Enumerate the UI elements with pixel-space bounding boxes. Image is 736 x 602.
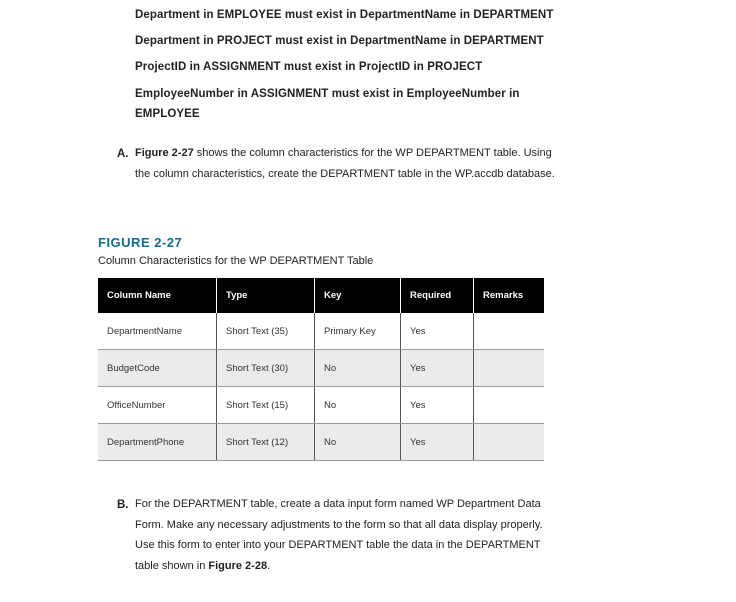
column-header: Type: [217, 278, 315, 313]
figure-label: FIGURE 2-27: [98, 235, 183, 250]
constraint-text: EmployeeNumber in ASSIGNMENT must exist in EmployeeNumber in EMPLOYEE: [135, 88, 520, 120]
table-row: [98, 313, 544, 350]
step-a-letter: A.: [117, 148, 129, 160]
table-row: [98, 350, 544, 387]
table-cell: Yes: [401, 350, 474, 387]
table-cell: DepartmentName: [98, 313, 217, 350]
column-header: Required: [401, 278, 474, 313]
column-header: Column Name: [98, 278, 217, 313]
table-cell: [474, 424, 545, 461]
step-a-body: shows the column characteristics for the WP DEPARTMENT table. Using the column characteristics, create the DEPARTMENT table in the WP.accdb database.: [135, 147, 555, 180]
step-b-body: For the DEPARTMENT table, create a data input form named WP Department Data Form. Make any necessary adjustments to the form so that all data display properly. Use this form to enter into your DEPARTMENT table the data in the DEPARTMENT table shown in: [135, 498, 543, 572]
constraint-text: ProjectID in ASSIGNMENT must exist in ProjectID in PROJECT: [135, 61, 483, 73]
table-cell: No: [315, 350, 401, 387]
figure-reference: Figure 2-28: [208, 559, 268, 572]
column-characteristics-table: [98, 278, 544, 461]
figure-caption: Column Characteristics for the WP DEPARTMENT Table: [98, 255, 374, 267]
column-header: Key: [315, 278, 401, 313]
step-a-text: [135, 143, 565, 184]
step-b-end: .: [267, 559, 271, 572]
table-cell: Primary Key: [315, 313, 401, 350]
column-header: Remarks: [474, 278, 545, 313]
table-cell: [474, 313, 545, 350]
table-cell: DepartmentPhone: [98, 424, 217, 461]
step-b-letter: B.: [117, 499, 129, 511]
table-cell: Short Text (35): [217, 313, 315, 350]
table-cell: No: [315, 387, 401, 424]
table-cell: Yes: [401, 424, 474, 461]
table-row: [98, 424, 544, 461]
constraint-text: Department in EMPLOYEE must exist in DepartmentName in DEPARTMENT: [135, 9, 554, 21]
table-cell: Short Text (30): [217, 350, 315, 387]
table-header-row: [98, 278, 544, 313]
constraint-text: Department in PROJECT must exist in DepartmentName in DEPARTMENT: [135, 35, 544, 47]
table-cell: No: [315, 424, 401, 461]
table-cell: Short Text (12): [217, 424, 315, 461]
table-cell: Yes: [401, 387, 474, 424]
table-cell: Yes: [401, 313, 474, 350]
table-cell: BudgetCode: [98, 350, 217, 387]
table-cell: Short Text (15): [217, 387, 315, 424]
table-row: [98, 387, 544, 424]
table-cell: [474, 387, 545, 424]
table-cell: [474, 350, 545, 387]
figure-reference: Figure 2-27: [135, 147, 194, 159]
table-cell: OfficeNumber: [98, 387, 217, 424]
step-b-text: [135, 494, 555, 576]
